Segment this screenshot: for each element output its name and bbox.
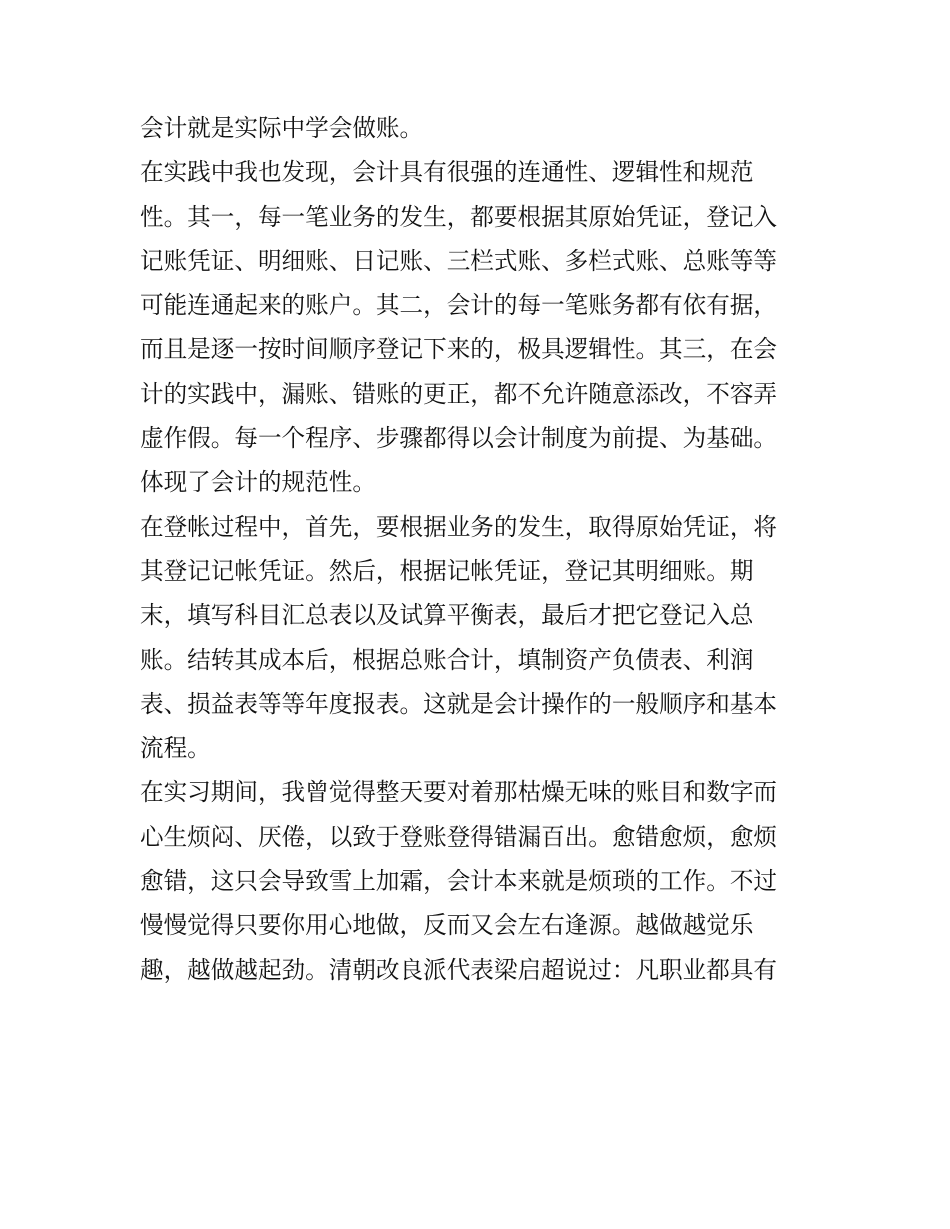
text-line: 计的实践中，漏账、错账的更正，都不允许随意添改，不容弄: [140, 379, 778, 408]
text-line: 慢慢觉得只要你用心地做，反而又会左右逢源。越做越觉乐: [140, 911, 754, 940]
text-line: 账。结转其成本后，根据总账合计，填制资产负债表、利润: [140, 645, 754, 674]
text-line: 愈错，这只会导致雪上加霜，会计本来就是烦琐的工作。不过: [140, 867, 778, 896]
text-line: 体现了会计的规范性。: [140, 468, 376, 497]
text-line: 在实习期间，我曾觉得整天要对着那枯燥无味的账目和数字而: [140, 778, 778, 807]
text-line: 末，填写科目汇总表以及试算平衡表，最后才把它登记入总: [140, 601, 754, 630]
text-line: 而且是逐一按时间顺序登记下来的，极具逻辑性。其三，在会: [140, 335, 778, 364]
text-line: 在登帐过程中，首先，要根据业务的发生，取得原始凭证，将: [140, 512, 778, 541]
text-line: 趣，越做越起劲。清朝改良派代表梁启超说过：凡职业都具有: [140, 955, 778, 984]
text-line: 心生烦闷、厌倦，以致于登账登得错漏百出。愈错愈烦，愈烦: [140, 822, 778, 851]
document-body: [140, 106, 812, 992]
text-line: 会计就是实际中学会做账。: [140, 114, 424, 142]
text-line: 表、损益表等等年度报表。这就是会计操作的一般顺序和基本: [140, 689, 778, 718]
text-line: 记账凭证、明细账、日记账、三栏式账、多栏式账、总账等等: [140, 246, 778, 275]
text-line: 虚作假。每一个程序、步骤都得以会计制度为前提、为基础。: [140, 424, 778, 453]
text-line: 其登记记帐凭证。然后，根据记帐凭证，登记其明细账。期: [140, 556, 754, 585]
text-line: 性。其一，每一笔业务的发生，都要根据其原始凭证，登记入: [140, 202, 778, 231]
text-line: 可能连通起来的账户。其二，会计的每一笔账务都有依有据，: [140, 291, 778, 320]
text-line: 在实践中我也发现，会计具有很强的连通性、逻辑性和规范: [140, 158, 754, 187]
text-line: 流程。: [140, 734, 211, 763]
